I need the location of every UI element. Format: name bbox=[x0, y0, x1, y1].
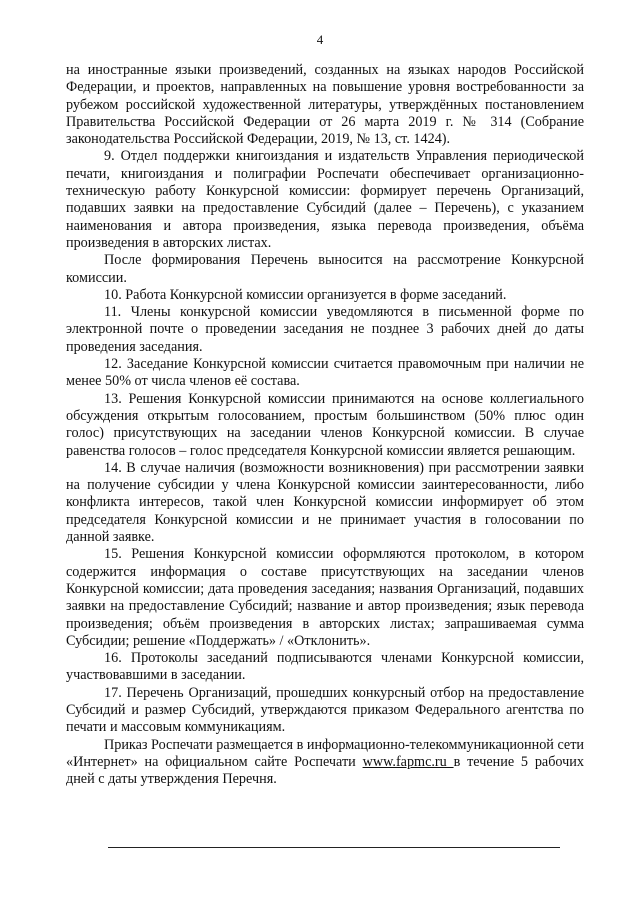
publication-text-end: в течение 5 рабочих дней с даты утверждения Перечня. bbox=[66, 753, 584, 788]
bottom-divider-line bbox=[108, 847, 560, 848]
paragraph-15: 15. Решения Конкурсной комиссии оформляются протоколом, в котором содержится информация о составе присутствующих на заседании членов Конкурсной комиссии; дата проведения заседания; названия Организаций, подавших заявки на предоставление Субсидий; название и автор произведения; язык перевода произведения; объём произведения в авторских листах; запрашиваемая сумма Субсидии; решение «Поддержать» / «Отклонить». bbox=[66, 546, 584, 649]
website-link[interactable]: www.fapmc.ru bbox=[362, 753, 454, 770]
paragraph-17: 17. Перечень Организаций, прошедших конкурсный отбор на предоставление Субсидий и размер Субсидий, утверждаются приказом Федерального агентства по печати и массовым коммуникациям. bbox=[66, 684, 584, 736]
paragraph-12: 12. Заседание Конкурсной комиссии считается правомочным при наличии не менее 50% от числа членов её состава. bbox=[66, 356, 584, 390]
paragraph-10: 10. Работа Конкурсной комиссии организуется в форме заседаний. bbox=[104, 286, 507, 303]
document-body bbox=[66, 62, 584, 788]
paragraph-16: 16. Протоколы заседаний подписываются членами Конкурсной комиссии, участвовавшими в заседании. bbox=[66, 650, 584, 684]
paragraph-continuation: на иностранные языки произведений, созданных на языках народов Российской Федерации, и проектов, направленных на повышение уровня востребованности за рубежом российской художественной литературы, утверждённых постановлением Правительства Российской Федерации от 26 марта 2019 г. № 314 (Собрание законодательства Российской Федерации, 2019, № 13, ст. 1424). bbox=[66, 62, 584, 148]
paragraph-11: 11. Члены конкурсной комиссии уведомляются в письменной форме по электронной почте о проведении заседания не позднее 3 рабочих дней до даты проведения заседания. bbox=[66, 304, 584, 355]
paragraph-13: 13. Решения Конкурсной комиссии принимаются на основе коллегиального обсуждения открытым голосованием, простым большинством (50% плюс один голос) присутствующих на заседании членов Конкурсной комиссии. В случае равенства голосов – голос председателя Конкурсной комиссии является решающим. bbox=[66, 390, 584, 459]
paragraph-14: 14. В случае наличия (возможности возникновения) при рассмотрении заявки на получение субсидии у члена Конкурсной комиссии заинтересованности, либо конфликта интересов, такой член Конкурсной комиссии информирует об этом председателя Конкурсной комиссии и не принимает участия в голосовании по данной заявке. bbox=[66, 459, 584, 546]
paragraph-9: 9. Отдел поддержки книгоиздания и издательств Управления периодической печати, книгоиздания и полиграфии Роспечати обеспечивает организационно-техническую работу Конкурсной комиссии: формирует перечень Организаций, подавших заявки на предоставление Субсидий (далее – Перечень), с указанием наименования и автора произведения, языка перевода произведения, объёма произведения в авторских листах. bbox=[66, 148, 584, 251]
paragraph-9-continued: После формирования Перечень выносится на рассмотрение Конкурсной комиссии. bbox=[66, 252, 584, 286]
page-number: 4 bbox=[316, 32, 324, 47]
paragraph-publication bbox=[66, 737, 584, 789]
publication-text: Приказ Роспечати размещается в информационно-телекоммуникационной сети «Интернет» на официальном сайте Роспечати bbox=[66, 736, 585, 770]
